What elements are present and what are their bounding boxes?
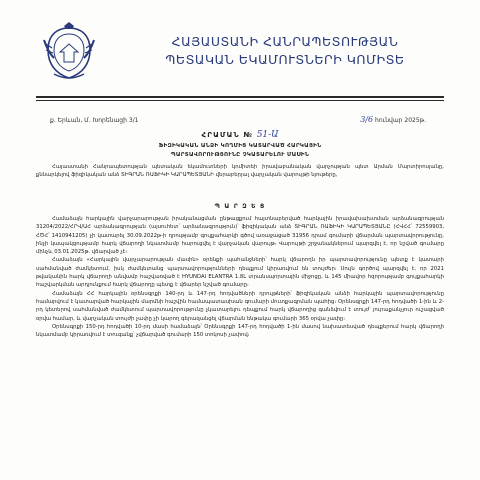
date-month-year: հունվար 2025թ. <box>375 117 426 124</box>
body-paragraph: Օրենսգրքի 150-րդ հոդվածի 10-րդ մասի համաձայն՝ Օրենսգրքի 147-րդ հոդվածի 1-ին մասով նախատեսված դեպքերում հարկ վճարողի նկատմամբ կիրառվում է տուգանք՝ չվճարված գումարի 150 տոկոսի չափով։ <box>36 323 444 339</box>
agency-title-line-2: ՊԵՏԱԿԱՆ ԵԿԱՄՈՒՏՆԵՐԻ ԿՈՄԻՏԵ <box>165 52 405 67</box>
date-day-handwritten: 3/6 <box>360 115 374 124</box>
intro-text: Հայաստանի Հանրապետության պետական եկամուտների կոմիտեի իրավաբանական վարչության պետ Արման Մարտիրոսյանը, քննարկելով ֆիզիկական անձ ՏԻԳՐԱՆ ՌԱՖԻԿԻ ԿԱՐԱՊԵՏՅԱՆԻ վերաբերյալ վարչական վարույթի նյութերը, <box>36 164 444 179</box>
order-number-handwritten: 51-Ա <box>256 130 279 140</box>
header-divider-thick <box>36 96 444 98</box>
order-title <box>0 130 480 140</box>
intro-paragraph <box>36 163 444 180</box>
header-divider-thin <box>36 100 444 101</box>
body-paragraph: Համաձայն ՀՀ հարկային օրենսգրքի 140-րդ և 147-րդ հոդվածների դրույթների՝ ֆիզիկական անձի հարկային պարտավորությունը համարվում է կատարված հարկային մարմնի հաշվին համապատասխան գումարի մուտքագրման պահից։ Օրենսգրքի 147-րդ հոդվածի 1-ին և 2-րդ կետերով սահմանված ժամկետում պարտավորությունը չկատարելու դեպքում հարկ վճարողից գանձվում է տույժ՝ յուրաքանչյուր ուշացված օրվա համար, և վարչական տույժի չափը չի կարող գերազանցել վճարման ենթակա գումարի 365 օրվա չափը։ <box>36 290 444 322</box>
section-heading: Պ Ա Ր Զ Ե Ց <box>214 203 266 210</box>
body-paragraph: Համաձայն «Հարկային վարչարարության մասին» օրենքի պահանջների՝ հարկ վճարողն իր պարտավորությունը պետք է կատարի սահմանված ժամկետում, իսկ ժամկետանց պարտավորությունների դեպքում կիրառվում են տույժեր։ Սույն գործով պարզվել է, որ 2021 թվականին հարկ վճարողի անվամբ հաշվառված է HYUNDAI ELANTRA 1.8L տրանսպորտային միջոցը, և 145 միավոր հզորությամբ գույքահարկի հաշվարկման արդյունքում հարկ վճարողը պետք է վճարեր նշված գումարը։ <box>36 257 444 289</box>
document-date <box>360 115 426 124</box>
agency-title-line-1: ՀԱՅԱՍՏԱՆԻ ՀԱՆՐԱՊԵՏՈՒԹՅԱՆ <box>171 34 399 49</box>
body-paragraph: Համաձայն հարկային վարչարարության իրականացման ընթացքում հայտնաբերված հարկային իրավախախտման արձանագրության 31204/2022/ՀՐՎ/ԱՀ արձանագրության (այսուհետ՝ արձանագրություն)՝ ֆիզիկական անձ ՏԻԳՐԱՆ ՌԱՖԻԿԻ ԿԱՐԱՊԵՏՅԱՆԸ (ՀՎՀՀ՝ 72559903, ՀԾՀ՝ 1410941205) չի կատարել 30.09.2022թ-ի դրությամբ գույքահարկի գծով առաջացած 31956 դրամ գումարի վճարման պարտավորությունը, ինչի կապակցությամբ հարկ վճարողի նկատմամբ հարուցվել է վարչական վարույթ։ Վարույթի շրջանակներում պարզվել է, որ նշված գումարը մինչև 03.01.2025թ. վճարված չէ։ <box>36 216 444 256</box>
main-body <box>36 215 444 339</box>
order-label: ՀՐԱՄԱՆ № <box>201 131 254 139</box>
order-subject-line-2: ՊԱՐՏԱՎՈՐՈՒԹՅՈՒՆԸ ՉԿԱՏԱՐԵԼՈՒ ՄԱՍԻՆ <box>170 152 310 158</box>
agency-address: ք. Երևան, Մ. Խորենացի 3/1 <box>50 117 139 124</box>
coat-of-arms-icon <box>40 22 98 82</box>
order-subject-line-1: ՖԻԶԻԿԱԿԱՆ ԱՆՁԻ ԿՈՂՄԻՑ ԿԱՏԱՐՎԱԾ ՀԱՐԿԱՅԻՆ <box>158 143 322 149</box>
